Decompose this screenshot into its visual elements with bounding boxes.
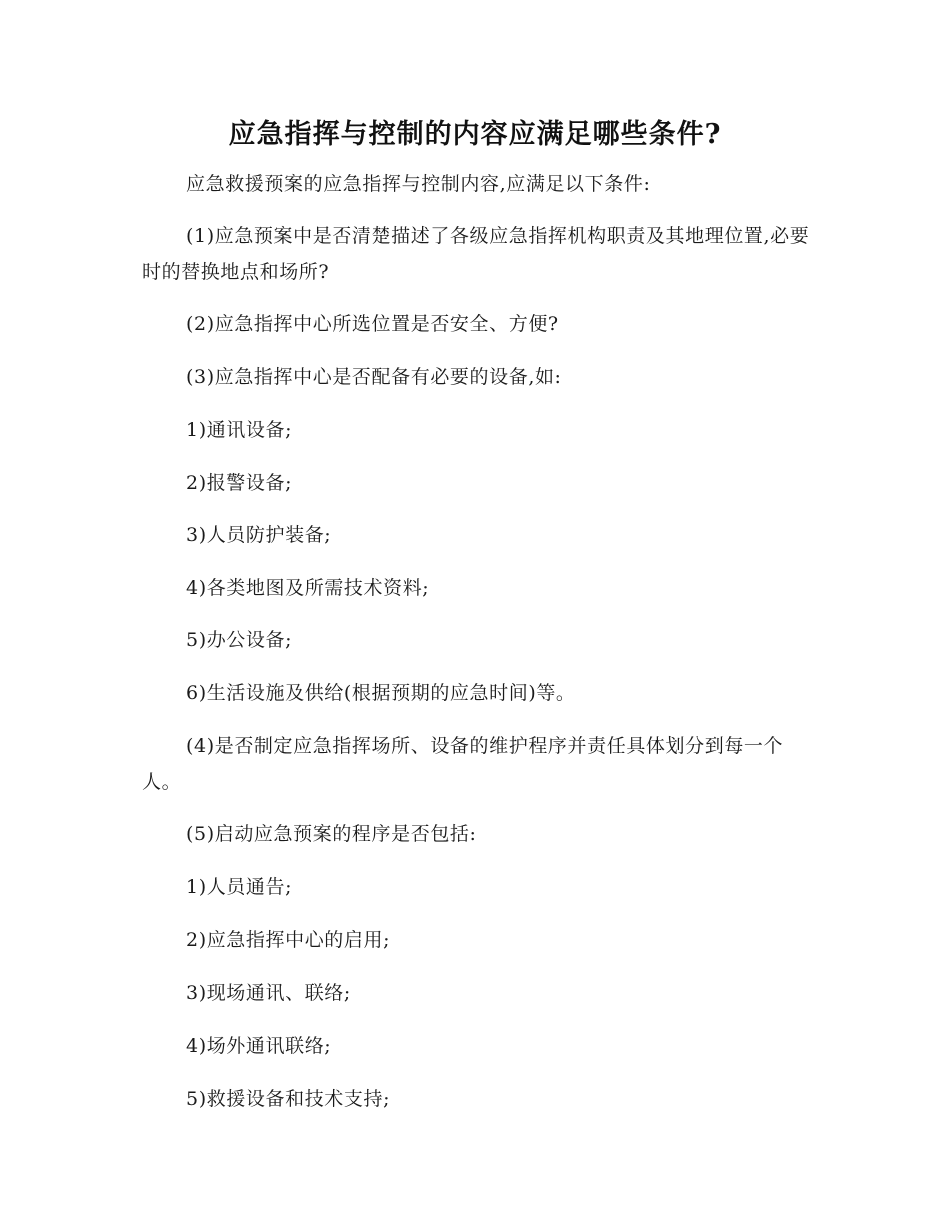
equipment-item-2: 2)报警设备; bbox=[186, 472, 293, 494]
clause-4: (4)是否制定应急指挥场所、设备的维护程序并责任具体划分到每一个人。 bbox=[142, 735, 784, 793]
startup-item-1: 1)人员通告; bbox=[186, 876, 293, 898]
clause-1: (1)应急预案中是否清楚描述了各级应急指挥机构职责及其地理位置,必要时的替换地点和场所? bbox=[142, 225, 810, 283]
startup-item-3: 3)现场通讯、联络; bbox=[186, 982, 351, 1004]
equipment-item-4: 4)各类地图及所需技术资料; bbox=[186, 577, 430, 599]
equipment-item-6: 6)生活设施及供给(根据预期的应急时间)等。 bbox=[186, 682, 576, 704]
startup-item-5: 5)救援设备和技术支持; bbox=[186, 1088, 391, 1110]
equipment-item-1: 1)通讯设备; bbox=[186, 419, 293, 441]
clause-3: (3)应急指挥中心是否配备有必要的设备,如: bbox=[186, 366, 562, 388]
equipment-item-3: 3)人员防护装备; bbox=[186, 524, 332, 546]
startup-item-2: 2)应急指挥中心的启用; bbox=[186, 929, 391, 951]
clause-2: (2)应急指挥中心所选位置是否安全、方便? bbox=[186, 313, 559, 335]
startup-item-4: 4)场外通讯联络; bbox=[186, 1035, 332, 1057]
clause-5: (5)启动应急预案的程序是否包括: bbox=[186, 823, 477, 845]
document-title: 应急指挥与控制的内容应满足哪些条件? bbox=[228, 119, 722, 150]
intro-paragraph: 应急救援预案的应急指挥与控制内容,应满足以下条件: bbox=[186, 173, 651, 195]
equipment-item-5: 5)办公设备; bbox=[186, 629, 293, 651]
